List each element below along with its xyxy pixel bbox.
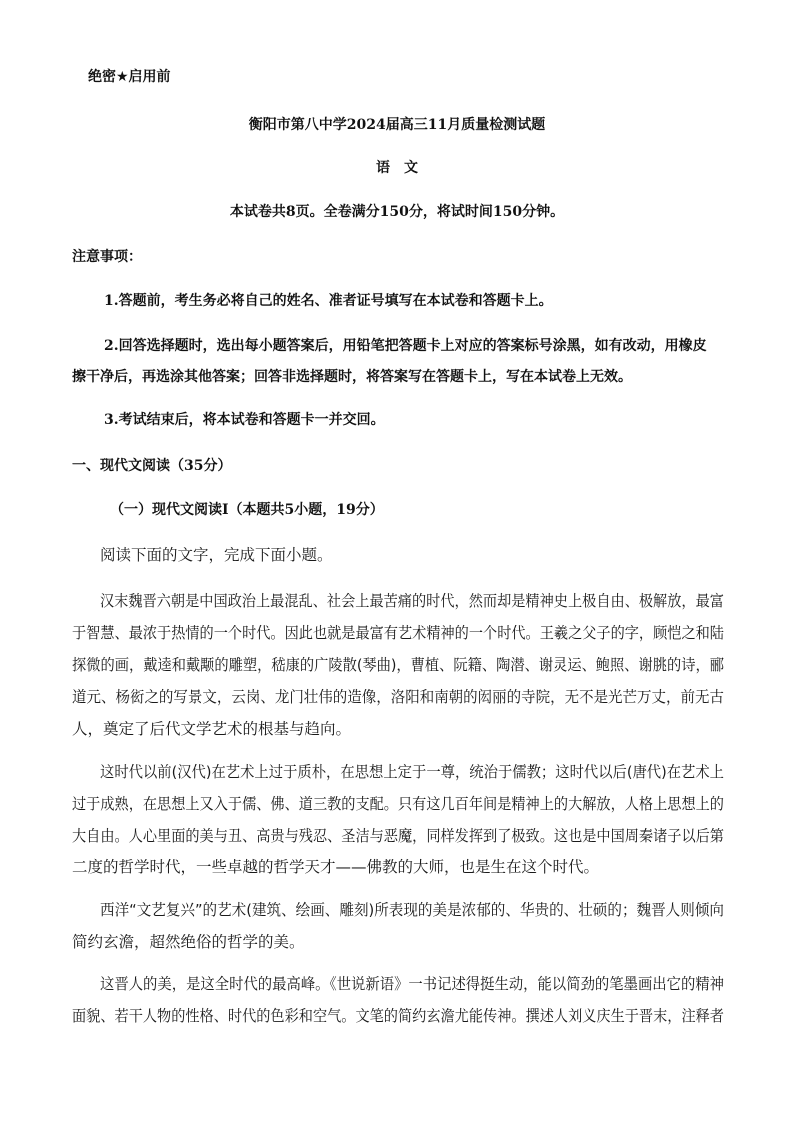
passage-line: 于智慧、最浓于热情的一个时代。因此也就是最富有艺术精神的一个时代。王羲之父子的字，顾恺之和陆 [72, 624, 724, 642]
passage-line: 道元、杨衒之的写景文，云岗、龙门壮伟的造像，洛阳和南朝的闳丽的寺院，无不是光芒万丈，前无古 [72, 688, 724, 706]
notice-item-3: 3.考试结束后，将本试卷和答题卡一并交回。 [104, 412, 385, 428]
passage-line: 这晋人的美，是这全时代的最高峰。《世说新语》一书记述得挺生动，能以简劲的笔墨画出它的精神 [100, 975, 725, 993]
notice-item-2-line-1: 2.回答选择题时，选出每小题答案后，用铅笔把答题卡上对应的答案标号涂黑，如有改动，用橡皮 [104, 338, 707, 354]
passage-line: 面貌、若干人物的性格、时代的色彩和空气。文笔的简约玄澹尤能传神。撰述人刘义庆生于晋末，注释者 [72, 1007, 724, 1025]
passage-line: 探微的画，戴逵和戴颙的雕塑，嵇康的广陵散(琴曲)，曹植、阮籍、陶潜、谢灵运、鲍照、谢朓的诗，郦 [72, 656, 724, 674]
notice-item-1: 1.答题前，考生务必将自己的姓名、准者证号填写在本试卷和答题卡上。 [104, 293, 553, 309]
passage-line: 西洋“文艺复兴”的艺术(建筑、绘画、雕刻)所表现的美是浓郁的、华贵的、壮硕的；魏晋人则倾向 [100, 901, 724, 919]
passage-line: 二度的哲学时代，一些卓越的哲学天才——佛教的大师，也是生在这个时代。 [72, 858, 600, 876]
secret-mark: 绝密★启用前 [88, 69, 171, 85]
passage-line: 人，奠定了后代文学艺术的根基与趋向。 [72, 720, 352, 738]
passage-line: 过于成熟，在思想上又入于儒、佛、道三教的支配。只有这几百年间是精神上的大解放，人格上思想上的 [72, 795, 724, 813]
exam-title: 衡阳市第八中学2024届高三11月质量检测试题 [248, 117, 546, 133]
passage-line: 大自由。人心里面的美与丑、高贵与残忍、圣洁与恶魔，同样发挥到了极致。这也是中国周秦诸子以后第 [72, 827, 724, 845]
notice-heading: 注意事项： [72, 249, 142, 265]
section-heading: 一、现代文阅读（35分） [72, 458, 232, 474]
notice-item-2-line-2: 擦干净后，再选涂其他答案；回答非选择题时，将答案写在答题卡上，写在本试卷上无效。 [72, 369, 632, 385]
reading-instruction: 阅读下面的文字，完成下面小题。 [100, 546, 333, 564]
subsection-heading: （一）现代文阅读Ⅰ（本题共5小题，19分） [110, 502, 384, 518]
subject-heading: 语文 [376, 160, 432, 176]
passage-line: 简约玄澹，超然绝俗的哲学的美。 [72, 933, 305, 951]
passage-line: 汉末魏晋六朝是中国政治上最混乱、社会上最苦痛的时代，然而却是精神史上极自由、极解放，最富 [100, 592, 724, 610]
passage-line: 这时代以前(汉代)在艺术上过于质朴，在思想上定于一尊，统治于儒教；这时代以后(唐代)在艺术上 [100, 763, 725, 781]
exam-meta: 本试卷共8页。全卷满分150分，将试时间150分钟。 [229, 204, 565, 220]
